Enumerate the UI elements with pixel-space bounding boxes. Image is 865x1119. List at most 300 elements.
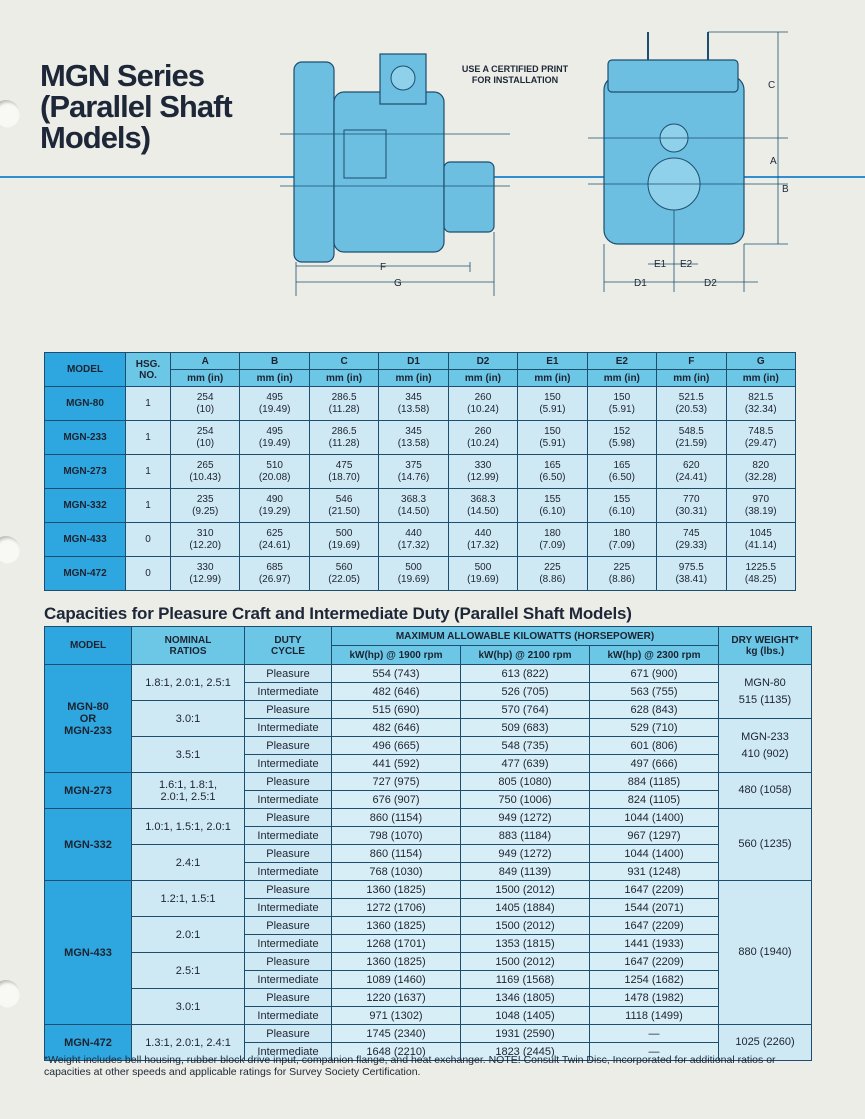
dims-col-b: B [240,353,309,370]
capacity-cell: 676 (907) [332,791,461,809]
table-row [45,773,812,791]
cap-col-ratios-line-1: NOMINAL [164,634,212,646]
inch-value: (14.50) [467,505,499,517]
capacity-cell: 482 (646) [332,719,461,737]
mm-value: 225 [613,561,631,573]
mm-value: 1225.5 [745,561,777,573]
model-cell: MGN-233 [45,421,126,455]
mm-value: 521.5 [678,391,704,403]
dry-weight-cell [719,665,812,719]
weight-line: MGN-80 [744,676,786,689]
inch-value: (10) [196,403,215,415]
mm-value: 180 [544,527,561,539]
capacity-cell: 1254 (1682) [590,971,719,989]
capacity-cell: 441 (592) [332,755,461,773]
duty-cell: Pleasure [245,773,332,791]
dimension-cell [379,523,448,557]
duty-cell: Intermediate [245,935,332,953]
dim-label-d1: D1 [634,278,647,289]
mm-value: 440 [474,527,492,539]
mm-value: 510 [266,459,283,471]
dimension-cell [657,557,726,591]
mm-value: 155 [613,493,631,505]
unit-label: mm (in) [726,370,796,387]
inch-value: (6.50) [608,471,635,483]
dimension-cell [309,387,378,421]
dimension-cell [171,387,240,421]
mm-value: 254 [196,425,214,437]
capacity-cell: 601 (806) [590,737,719,755]
dimension-cell [448,455,517,489]
mm-value: 975.5 [678,561,704,573]
ratio-cell: 3.5:1 [132,737,245,773]
mm-value: 165 [613,459,631,471]
table-row [45,665,812,683]
dimension-cell [171,523,240,557]
inch-value: (11.28) [328,437,360,449]
mm-value: 260 [474,425,492,437]
mm-value: 490 [266,493,283,505]
inch-value: (18.70) [328,471,360,483]
inch-value: (32.34) [744,403,777,415]
model-cell: MGN-433 [45,523,126,557]
mm-value: 546 [335,493,353,505]
weight-line: 515 (1135) [738,693,792,706]
dimensions-table [44,352,796,591]
side-view-drawing [280,34,510,296]
model-cell: MGN-273 [45,455,126,489]
mm-value: 495 [266,425,283,437]
dimension-cell [309,489,378,523]
unit-label: mm (in) [171,370,240,387]
inch-value: (5.91) [608,403,635,415]
table-row [45,737,812,755]
capacity-cell: — [590,1025,719,1043]
capacity-cell: 526 (705) [461,683,590,701]
binder-hole-top [0,100,20,128]
dim-label-g: G [394,278,402,289]
mm-value: 368.3 [470,493,496,505]
dimension-cell [309,523,378,557]
unit-label: mm (in) [657,370,726,387]
housing-cell: 1 [126,421,171,455]
dims-col-e2: E2 [587,353,656,370]
title-line-3: Models) [40,120,151,155]
duty-cell: Intermediate [245,1007,332,1025]
table-row [45,881,812,899]
dimension-cell [448,557,517,591]
duty-cell: Pleasure [245,1025,332,1043]
table-row [45,809,812,827]
inch-value: (19.69) [328,539,360,551]
dimension-cell [379,557,448,591]
inch-value: (5.91) [539,437,566,449]
dimension-cell [518,387,587,421]
mm-value: 330 [474,459,492,471]
inch-value: (17.32) [397,539,430,551]
dim-label-f: F [380,262,387,273]
model-line: MGN-80 [67,700,109,713]
bell-housing-shape [294,62,334,262]
table-row [45,455,796,489]
capacity-cell: 529 (710) [590,719,719,737]
capacity-cell: 849 (1139) [461,863,590,881]
mm-value: 500 [405,561,422,573]
model-cell: MGN-80 [45,387,126,421]
dry-weight-cell [719,719,812,773]
dimension-cell [657,489,726,523]
capacity-cell: 1931 (2590) [461,1025,590,1043]
dimension-cell [518,489,587,523]
capacity-cell: 824 (1105) [590,791,719,809]
duty-cell: Intermediate [245,863,332,881]
model-cell: MGN-472 [45,1025,132,1061]
inch-value: (24.61) [258,539,291,551]
cap-col-dry-line-1: DRY WEIGHT* [731,634,799,646]
inch-value: (6.10) [608,505,635,517]
inch-value: (19.69) [397,573,430,585]
inch-value: (29.33) [675,539,708,551]
dims-col-d2: D2 [448,353,517,370]
mm-value: 748.5 [748,425,774,437]
mm-value: 152 [613,425,631,437]
duty-cell: Pleasure [245,953,332,971]
duty-cell: Intermediate [245,899,332,917]
duty-cell: Intermediate [245,719,332,737]
inch-value: (19.69) [467,573,499,585]
capacity-cell: 497 (666) [590,755,719,773]
inch-value: (7.09) [608,539,635,551]
capacity-cell: 628 (843) [590,701,719,719]
capacity-cell: 1405 (1884) [461,899,590,917]
capacity-cell: 1118 (1499) [590,1007,719,1025]
table-row [45,953,812,971]
capacity-cell: 1360 (1825) [332,881,461,899]
inch-value: (30.31) [675,505,708,517]
dimension-cell [448,489,517,523]
mm-value: 500 [474,561,492,573]
mm-value: 345 [405,425,422,437]
model-cell [45,665,132,773]
dims-col-a: A [171,353,240,370]
mm-value: 1045 [749,527,772,539]
dim-label-c: C [768,80,776,91]
dimension-cell [587,421,656,455]
dimension-cell [587,557,656,591]
dimension-cell [587,523,656,557]
table-row [45,421,796,455]
ratio-line: 2.0:1, 2.5:1 [160,790,216,803]
inch-value: (41.14) [744,539,777,551]
dimension-cell [726,421,796,455]
dims-col-c: C [309,353,378,370]
mm-value: 620 [682,459,700,471]
weight-line: 410 (902) [741,747,789,760]
table-row [45,845,812,863]
capacity-cell: 884 (1185) [590,773,719,791]
dimension-cell [448,421,517,455]
capacity-cell: 671 (900) [590,665,719,683]
model-cell: MGN-332 [45,809,132,881]
capacity-cell: 477 (639) [461,755,590,773]
capacities-table [44,626,812,1061]
duty-cell: Intermediate [245,791,332,809]
capacity-cell: 1500 (2012) [461,953,590,971]
mm-value: 225 [544,561,561,573]
footnote: *Weight includes bell housing, rubber block drive input, companion flange, and heat exchanger. NOTE! Consult Twin Disc, Incorporated for additional ratios or capacities at other speeds and applicable ratings for Survey Society Certification. [44,1054,776,1078]
unit-label: mm (in) [379,370,448,387]
dimension-cell [726,523,796,557]
model-cell: MGN-433 [45,881,132,1025]
inch-value: (11.28) [328,403,360,415]
duty-cell: Pleasure [245,989,332,1007]
ratio-cell: 3.0:1 [132,701,245,737]
mm-value: 260 [474,391,492,403]
capacity-cell: 931 (1248) [590,863,719,881]
cap-col-ratios [132,627,245,665]
mm-value: 548.5 [678,425,704,437]
dimension-cell [587,387,656,421]
model-cell: MGN-332 [45,489,126,523]
capacity-cell: 949 (1272) [461,845,590,863]
dimension-cell [657,455,726,489]
cap-col-duty [245,627,332,665]
mm-value: 560 [335,561,353,573]
dimension-cell [240,421,309,455]
mm-value: 440 [405,527,422,539]
mm-value: 150 [544,425,561,437]
mm-value: 500 [335,527,353,539]
dimension-cell [726,387,796,421]
cap-col-model: MODEL [45,627,132,665]
capacity-cell: 1647 (2209) [590,953,719,971]
cap-col-2100: kW(hp) @ 2100 rpm [461,646,590,665]
cap-header-row-1 [45,627,812,646]
dimension-cell [240,489,309,523]
ratio-cell: 3.0:1 [132,989,245,1025]
dimension-cell [379,421,448,455]
dims-col-d1: D1 [379,353,448,370]
mm-value: 970 [752,493,770,505]
capacity-cell: 1647 (2209) [590,881,719,899]
dim-label-e1: E1 [654,259,667,270]
inch-value: (38.19) [744,505,777,517]
housing-cell: 1 [126,489,171,523]
model-cell: MGN-273 [45,773,132,809]
model-line: OR [79,712,97,725]
inch-value: (13.58) [397,437,430,449]
housing-cell: 1 [126,455,171,489]
duty-cell: Pleasure [245,809,332,827]
ratio-cell [132,773,245,809]
inch-value: (19.29) [258,505,291,517]
housing-cell: 0 [126,557,171,591]
capacity-cell: 509 (683) [461,719,590,737]
capacity-cell: 727 (975) [332,773,461,791]
mm-value: 495 [266,391,283,403]
dims-col-model: MODEL [45,353,126,387]
inch-value: (10) [196,437,215,449]
dimension-cell [448,387,517,421]
dimension-cell [518,557,587,591]
filter-shape [391,66,415,90]
duty-cell: Pleasure [245,665,332,683]
unit-label: mm (in) [587,370,656,387]
mm-value: 155 [544,493,561,505]
table-row [45,387,796,421]
dims-col-g: G [726,353,796,370]
ratio-cell: 1.0:1, 1.5:1, 2.0:1 [132,809,245,845]
duty-cell: Intermediate [245,683,332,701]
capacity-cell: 1544 (2071) [590,899,719,917]
inch-value: (21.50) [328,505,360,517]
dimension-cell [240,387,309,421]
dims-col-e1: E1 [518,353,587,370]
dim-label-d2: D2 [704,278,717,289]
inch-value: (12.20) [189,539,222,551]
inch-value: (8.86) [608,573,635,585]
capacity-cell: 967 (1297) [590,827,719,845]
dimension-cell [240,557,309,591]
mm-value: 165 [544,459,561,471]
cap-col-duty-line-1: DUTY [274,634,302,646]
mm-value: 265 [196,459,214,471]
duty-cell: Intermediate [245,1043,332,1061]
capacity-cell: 554 (743) [332,665,461,683]
dimension-cell [171,421,240,455]
inch-value: (48.25) [744,573,777,585]
capacity-cell: 1441 (1933) [590,935,719,953]
dimension-cell [657,387,726,421]
inch-value: (6.10) [539,505,566,517]
duty-cell: Pleasure [245,917,332,935]
inch-value: (8.86) [539,573,566,585]
cap-col-1900: kW(hp) @ 1900 rpm [332,646,461,665]
capacity-cell: 1500 (2012) [461,917,590,935]
capacity-cell: 860 (1154) [332,845,461,863]
dimension-cell [726,455,796,489]
duty-cell: Pleasure [245,881,332,899]
mm-value: 310 [196,527,214,539]
inch-value: (32.28) [744,471,777,483]
duty-cell: Pleasure [245,845,332,863]
mm-value: 150 [613,391,631,403]
mm-value: 345 [405,391,422,403]
dimension-cell [379,455,448,489]
weight-line: MGN-233 [741,730,789,743]
dimension-cell [726,557,796,591]
title-line-2: (Parallel Shaft [40,89,232,124]
cap-col-duty-line-2: CYCLE [271,645,305,657]
end-cooler-shape [608,60,738,92]
unit-label: mm (in) [240,370,309,387]
dry-weight-cell: 1025 (2260) [719,1025,812,1061]
output-shaft-shape [444,162,494,232]
dry-weight-cell: 480 (1058) [719,773,812,809]
dims-col-hsg: HSG. NO. [126,353,171,387]
dim-label-a: A [770,156,777,167]
inch-value: (7.09) [539,539,566,551]
dry-weight-cell: 560 (1235) [719,809,812,881]
mm-value: 254 [196,391,214,403]
mm-value: 685 [266,561,283,573]
capacity-cell: 768 (1030) [332,863,461,881]
housing-cell: 0 [126,523,171,557]
capacity-cell: 1268 (1701) [332,935,461,953]
mm-value: 150 [544,391,561,403]
table-row [45,489,796,523]
table-row [45,1025,812,1043]
gearbox-body-shape [334,92,444,252]
ratio-cell: 1.8:1, 2.0:1, 2.5:1 [132,665,245,701]
capacity-cell: 1647 (2209) [590,917,719,935]
capacity-cell: 1089 (1460) [332,971,461,989]
drawing-note-line-1: USE A CERTIFIED PRINT [461,64,569,74]
capacity-cell: 971 (1302) [332,1007,461,1025]
dim-label-e2: E2 [680,259,693,270]
dimension-cell [587,455,656,489]
model-line: MGN-233 [64,724,112,737]
capacity-cell: 1346 (1805) [461,989,590,1007]
unit-label: mm (in) [309,370,378,387]
duty-cell: Intermediate [245,755,332,773]
capacity-cell: 1478 (1982) [590,989,719,1007]
capacity-cell: 1220 (1637) [332,989,461,1007]
inch-value: (21.59) [675,437,708,449]
binder-hole-bottom [0,980,20,1008]
inch-value: (10.24) [467,437,499,449]
capacity-cell: 548 (735) [461,737,590,755]
duty-cell: Intermediate [245,971,332,989]
capacity-cell: 860 (1154) [332,809,461,827]
mm-value: 625 [266,527,283,539]
inch-value: (19.49) [258,403,291,415]
inch-value: (13.58) [397,403,430,415]
dimension-cell [171,557,240,591]
mm-value: 745 [682,527,700,539]
table-row [45,989,812,1007]
inch-value: (38.41) [675,573,708,585]
inch-value: (10.24) [467,403,499,415]
dimension-cell [240,455,309,489]
capacity-cell: 798 (1070) [332,827,461,845]
mm-value: 330 [196,561,214,573]
capacity-cell: 1360 (1825) [332,917,461,935]
dims-col-f: F [657,353,726,370]
mm-value: 375 [405,459,422,471]
dimension-cell [448,523,517,557]
mm-value: 286.5 [331,391,357,403]
capacity-cell: 482 (646) [332,683,461,701]
inch-value: (20.53) [675,403,708,415]
cap-col-2300: kW(hp) @ 2300 rpm [590,646,719,665]
mm-value: 368.3 [401,493,427,505]
capacity-cell: 883 (1184) [461,827,590,845]
dimension-cell [171,455,240,489]
capacity-cell: 1648 (2210) [332,1043,461,1061]
duty-cell: Intermediate [245,827,332,845]
inch-value: (20.08) [258,471,291,483]
model-cell: MGN-472 [45,557,126,591]
capacity-cell: 1272 (1706) [332,899,461,917]
unit-label: mm (in) [448,370,517,387]
capacity-cell: — [590,1043,719,1061]
capacity-cell: 613 (822) [461,665,590,683]
capacity-cell: 1044 (1400) [590,809,719,827]
dim-label-b: B [782,184,789,195]
inch-value: (14.76) [397,471,430,483]
mm-value: 475 [335,459,353,471]
